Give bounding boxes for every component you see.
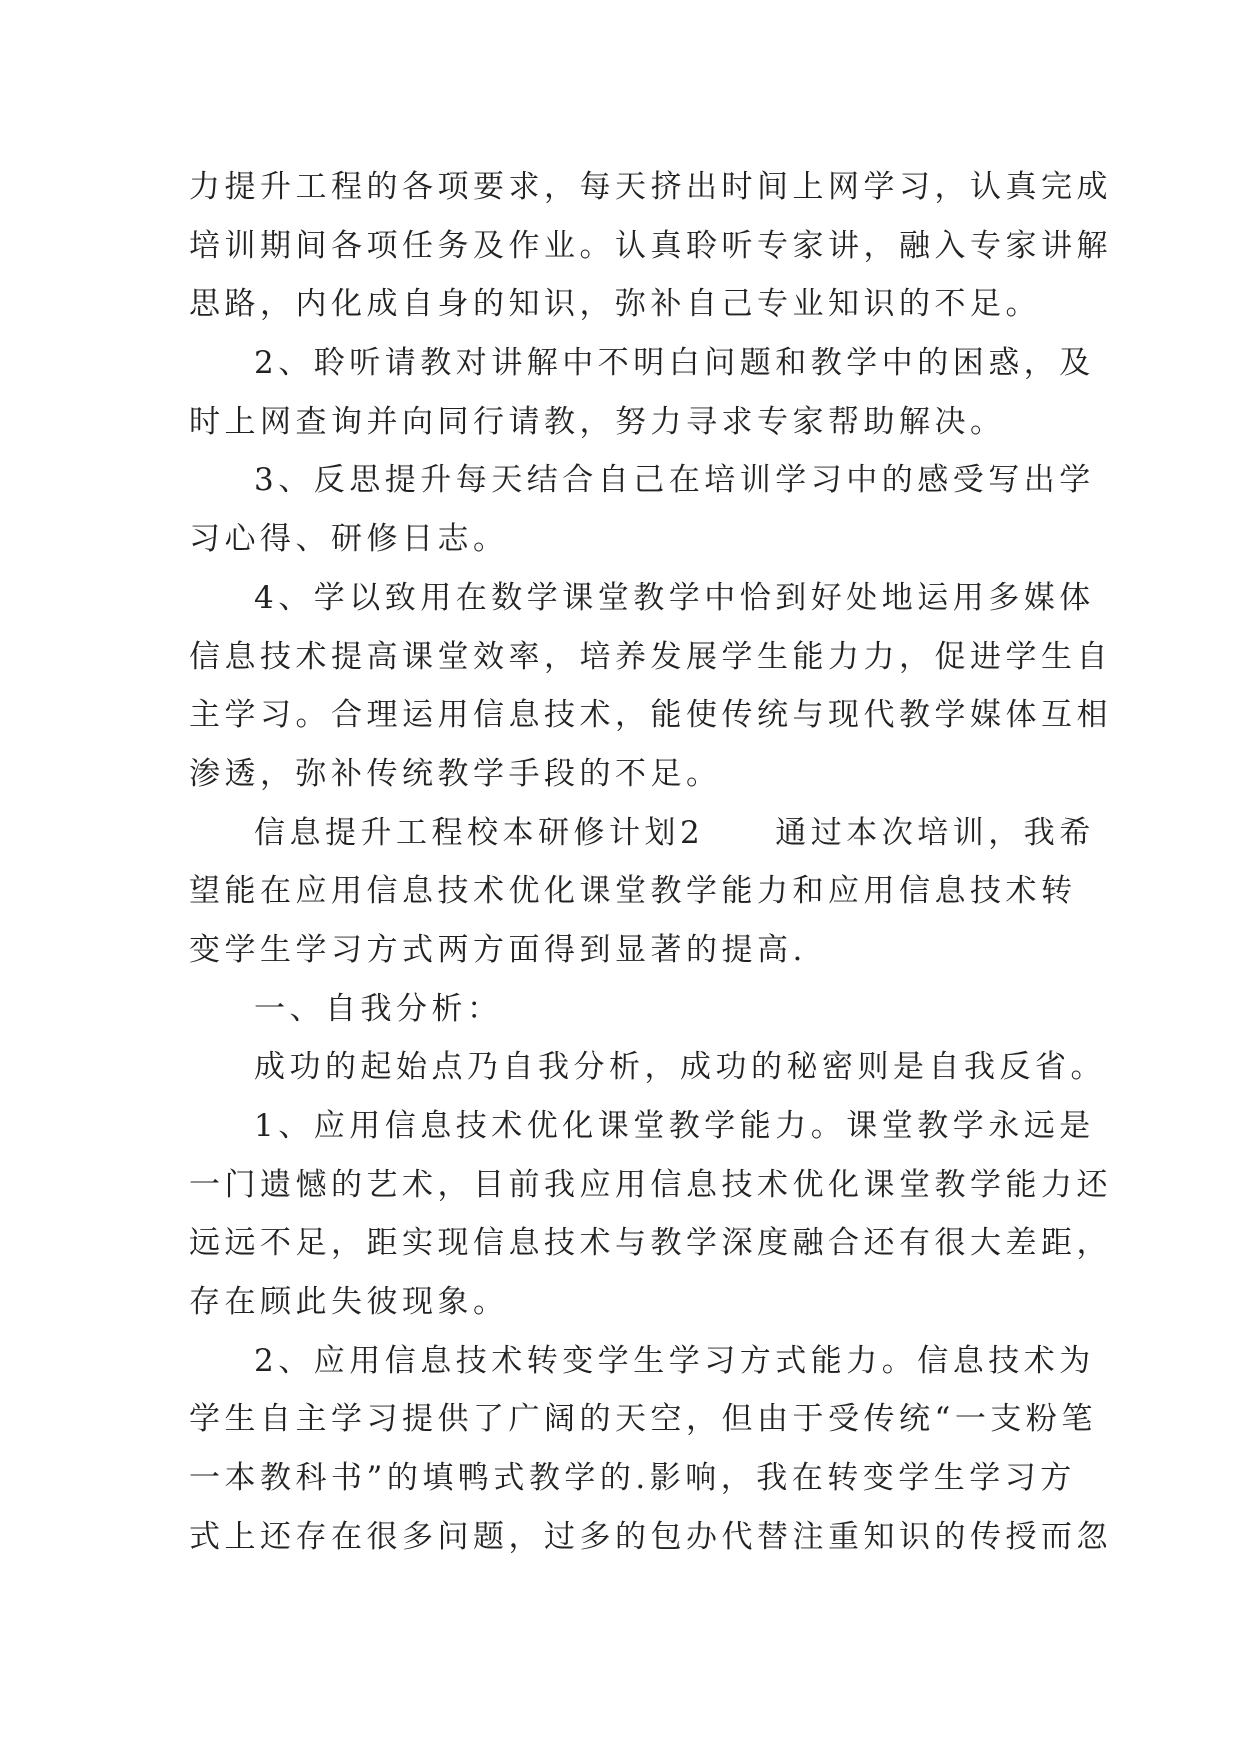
text-line: 4、学以致用在数学课堂教学中恰到好处地运用多媒体 [254, 579, 1095, 616]
text-line: 变学生学习方式两方面得到显著的提高. [189, 931, 807, 968]
text-line: 时上网查询并向同行请教，努力寻求专家帮助解决。 [189, 403, 1006, 440]
text-line: 2、聆听请教对讲解中不明白问题和教学中的困惑，及 [254, 345, 1095, 382]
text-line: 2、应用信息技术转变学生学习方式能力。信息技术为 [254, 1342, 1095, 1379]
text-line: 培训期间各项任务及作业。认真聆听专家讲，融入专家讲解 [189, 227, 1112, 264]
text-line: 一、自我分析： [254, 990, 503, 1027]
text-line: 式上还存在很多问题，过多的包办代替注重知识的传授而忽 [189, 1518, 1112, 1555]
text-line: 渗透，弥补传统教学手段的不足。 [189, 755, 722, 792]
text-line: 信息提升工程校本研修计划2 通过本次培训，我希 [254, 814, 1095, 851]
body-text [189, 158, 1112, 1567]
text-line: 望能在应用信息技术优化课堂教学能力和应用信息技术转 [189, 873, 1077, 910]
text-line: 信息技术提高课堂效率，培养发展学生能力力，促进学生自 [189, 638, 1112, 675]
text-line: 远远不足，距实现信息技术与教学深度融合还有很大差距， [189, 1225, 1112, 1262]
text-line: 存在顾此失彼现象。 [189, 1284, 509, 1321]
text-line: 一门遗憾的艺术，目前我应用信息技术优化课堂教学能力还 [189, 1166, 1112, 1203]
text-line: 学生自主学习提供了广阔的天空，但由于受传统“一支粉笔 [189, 1401, 1097, 1438]
text-line: 主学习。合理运用信息技术，能使传统与现代教学媒体互相 [189, 697, 1112, 734]
text-line: 1、应用信息技术优化课堂教学能力。课堂教学永远是 [254, 1108, 1095, 1144]
text-line: 力提升工程的各项要求，每天挤出时间上网学习，认真完成 [189, 169, 1112, 205]
text-line: 一本教科书”的填鸭式教学的.影响，我在转变学生学习方 [189, 1460, 1076, 1497]
text-line: 习心得、研修日志。 [189, 521, 509, 558]
text-line: 思路，内化成自身的知识，弥补自己专业知识的不足。 [189, 286, 1041, 323]
text-line: 3、反思提升每天结合自己在培训学习中的感受写出学 [254, 462, 1095, 499]
text-line: 成功的起始点乃自我分析，成功的秘密则是自我反省。 [254, 1049, 1106, 1086]
